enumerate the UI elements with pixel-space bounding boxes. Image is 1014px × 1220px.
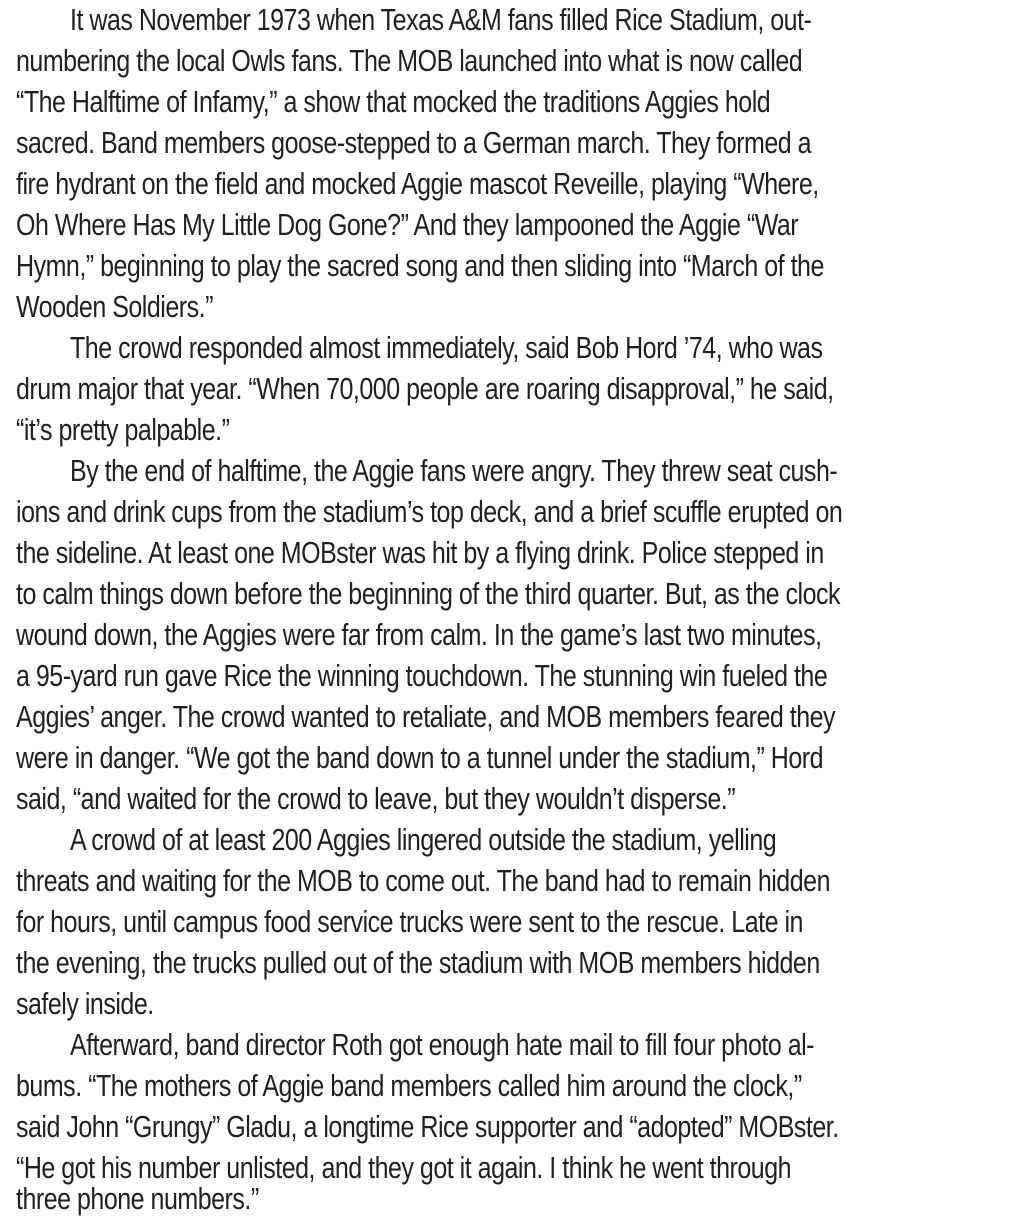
article-line: Oh Where Has My Little Dog Gone?” And they lampooned the Aggie “War — [16, 208, 799, 242]
article-line: The crowd responded almost immediately, said Bob Hord ’74, who was — [70, 331, 823, 365]
article-line: By the end of halftime, the Aggie fans were angry. They threw seat cush- — [70, 454, 838, 488]
article-line: Hymn,” beginning to play the sacred song and then sliding into “March of the — [16, 249, 824, 283]
article-line: said, “and waited for the crowd to leave, but they wouldn’t disperse.” — [16, 782, 736, 816]
article-line: for hours, until campus food service trucks were sent to the rescue. Late in — [16, 905, 803, 939]
article-line: sacred. Band members goose-stepped to a German march. They formed a — [16, 126, 812, 160]
article-line: A crowd of at least 200 Aggies lingered outside the stadium, yelling — [70, 823, 777, 857]
article-line: “it’s pretty palpable.” — [16, 413, 230, 447]
article-line: to calm things down before the beginning of the third quarter. But, as the clock — [16, 577, 841, 611]
article-body — [16, 0, 1014, 1220]
article-line: the sideline. At least one MOBster was hit by a flying drink. Police stepped in — [16, 536, 824, 570]
article-line: the evening, the trucks pulled out of the stadium with MOB members hidden — [16, 946, 820, 980]
article-line: a 95-yard run gave Rice the winning touchdown. The stunning win fueled the — [16, 659, 828, 693]
article-line: said John “Grungy” Gladu, a longtime Rice supporter and “adopted” MOBster. — [16, 1110, 839, 1144]
article-line: three phone numbers.” — [16, 1182, 259, 1216]
article-line: Afterward, band director Roth got enough hate mail to fill four photo al- — [70, 1028, 815, 1062]
article-line: Aggies’ anger. The crowd wanted to retaliate, and MOB members feared they — [16, 700, 836, 734]
article-line: safely inside. — [16, 987, 154, 1021]
article-line: It was November 1973 when Texas A&M fans filled Rice Stadium, out- — [70, 3, 812, 37]
article-line: fire hydrant on the field and mocked Aggie mascot Reveille, playing “Where, — [16, 167, 819, 201]
article-line: were in danger. “We got the band down to a tunnel under the stadium,” Hord — [16, 741, 824, 775]
article-line: drum major that year. “When 70,000 people are roaring disapproval,” he said, — [16, 372, 834, 406]
article-line: threats and waiting for the MOB to come out. The band had to remain hidden — [16, 864, 830, 898]
article-line: “The Halftime of Infamy,” a show that mocked the traditions Aggies hold — [16, 85, 771, 119]
article-line: “He got his number unlisted, and they got it again. I think he went through — [16, 1151, 792, 1185]
article-line: Wooden Soldiers.” — [16, 290, 213, 324]
article-line: ions and drink cups from the stadium’s top deck, and a brief scuffle erupted on — [16, 495, 843, 529]
article-line: bums. “The mothers of Aggie band members called him around the clock,” — [16, 1069, 802, 1103]
article-line: wound down, the Aggies were far from calm. In the game’s last two minutes, — [16, 618, 822, 652]
article-line: numbering the local Owls fans. The MOB launched into what is now called — [16, 44, 803, 78]
